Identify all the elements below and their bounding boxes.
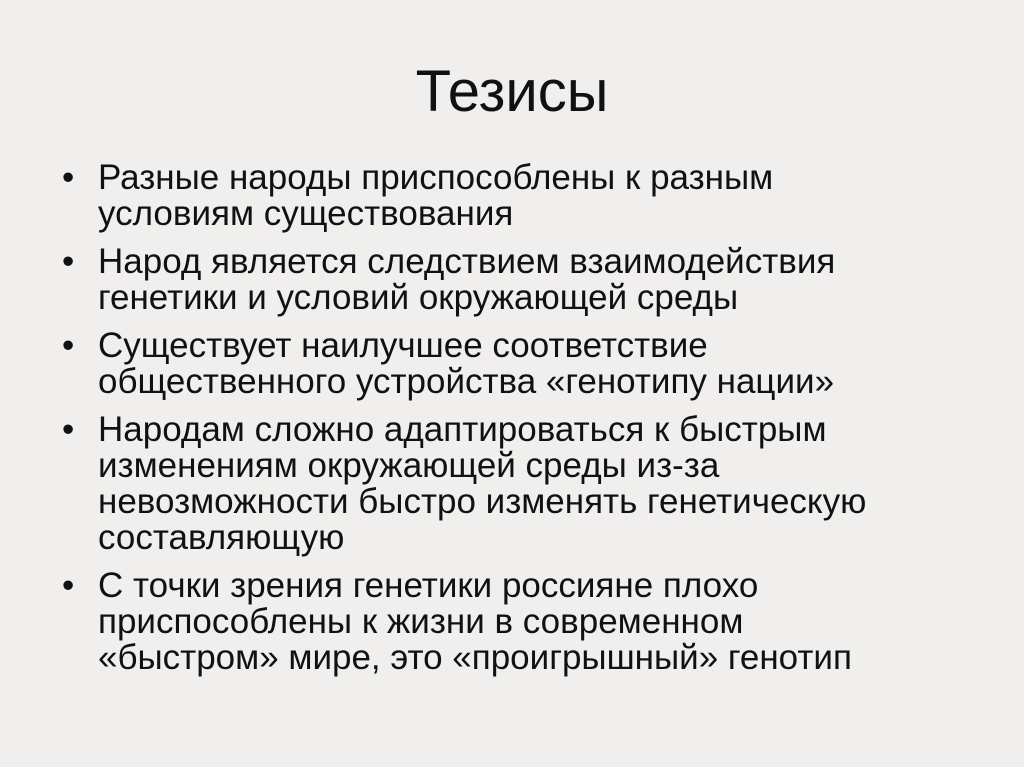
bullet-icon: •: [62, 242, 75, 281]
bullet-text-line: Существует наилучшее соответствие: [98, 326, 708, 365]
bullet-text-line: Народ является следствием взаимодействия: [98, 242, 836, 281]
bullet-icon: •: [62, 158, 75, 197]
bullet-item: [52, 412, 992, 556]
bullet-text-line: генетики и условий окружающей среды: [98, 278, 739, 317]
bullet-text-line: невозможности быстро изменять генетическую: [98, 482, 867, 521]
bullet-text-line: составляющую: [98, 518, 345, 557]
slide-title: Тезисы: [415, 59, 609, 124]
bullet-icon: •: [62, 566, 75, 605]
bullet-text-line: приспособлены к жизни в современном: [98, 602, 744, 641]
bullet-text-line: «быстром» мире, это «проигрышный» генотип: [98, 638, 852, 677]
bullet-text-line: Разные народы приспособлены к разным: [98, 158, 774, 197]
bullet-item: [52, 568, 992, 676]
bullet-text-line: условиям существования: [98, 194, 514, 233]
bullet-text-line: изменениям окружающей среды из-за: [98, 446, 720, 485]
bullet-text-line: С точки зрения генетики россияне плохо: [98, 566, 759, 605]
bullet-item: [52, 328, 992, 400]
bullet-list: [52, 160, 992, 688]
bullet-icon: •: [62, 410, 75, 449]
bullet-item: [52, 160, 992, 232]
bullet-item: [52, 244, 992, 316]
bullet-icon: •: [62, 326, 75, 365]
bullet-text-line: общественного устройства «генотипу нации»: [98, 362, 835, 401]
bullet-text-line: Народам сложно адаптироваться к быстрым: [98, 410, 827, 449]
